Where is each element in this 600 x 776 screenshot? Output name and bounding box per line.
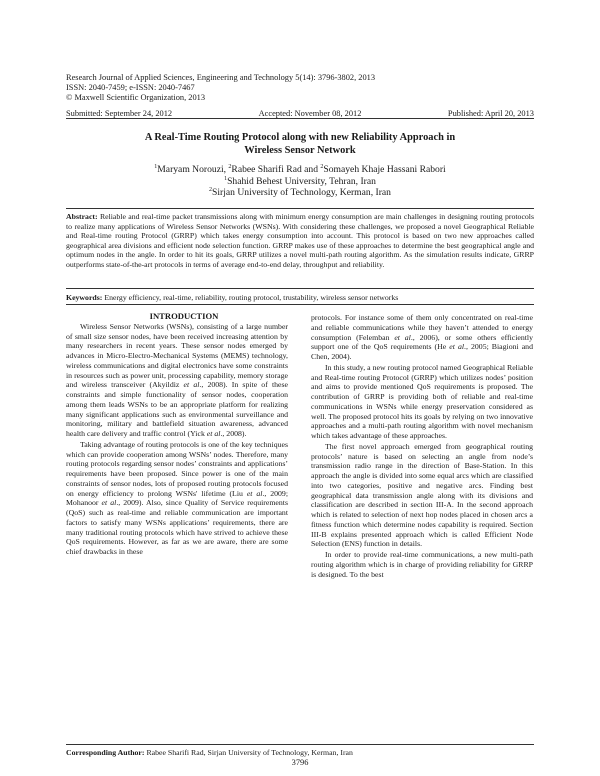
author1: Maryam Norouzi,: [157, 164, 229, 175]
corresponding-author-label: Corresponding Author:: [66, 748, 145, 757]
title-line-2: Wireless Sensor Network: [244, 145, 356, 156]
p1-text-b: ., 2008). In spite of these constraints and simple functionality of sensor nodes, cooperation among them leads WSNs to be an appropriate platform for realizing many significant applications such as environmental surveillance and monitoring, military and battlefield situation awareness, advanced health care delivery and traffic control (Yick: [66, 380, 288, 438]
journal-citation: Research Journal of Applied Sciences, Engineering and Technology 5(14): 3796-3802, 2013: [66, 73, 376, 82]
aff2-text: Sirjan University of Technology, Kerman, Iran: [212, 187, 391, 199]
p1-text-c: ., 2008).: [220, 429, 247, 438]
author1-sup: 1: [154, 163, 158, 170]
paper-title: [66, 131, 534, 157]
p3-text-b: ., 2006), or some others efficiently support one of the QoS requirements (He: [311, 332, 533, 352]
p3-etal2: et al: [449, 342, 465, 352]
author-list: [66, 164, 534, 176]
paragraph-6: In order to provide real-time communications, a new multi-path routing algorithm which is in charge of providing reliability for GRRP is designed. To the best: [311, 550, 533, 579]
aff1-sup: 1: [224, 175, 228, 182]
corresponding-author-text: Rabee Sharifi Rad, Sirjan University of Technology, Kerman, Iran: [144, 748, 353, 757]
p2-text-c: ., 2009). Also, since Quality of Service requirements (QoS) such as real-time and reliable communication are important factors to satisfy many WSNs applications’ requirements, there are many traditional routing protocols which have strived to achieve these QoS requirements. However, as far as we are aware, there are some chief drawbacks in these: [66, 498, 288, 556]
paragraph-3: [311, 313, 533, 362]
page-number: 3796: [291, 758, 309, 767]
p1-etal2: et al: [206, 429, 221, 438]
p2-etal: et al: [246, 488, 263, 498]
author2: Rabee Sharifi Rad and: [231, 164, 321, 175]
header-rule: [66, 118, 534, 119]
paragraph-1: [66, 322, 288, 439]
aff2-sup: 2: [209, 187, 213, 193]
keywords-bottom-rule: [66, 304, 534, 305]
corresponding-author: [66, 748, 534, 757]
abstract: [66, 212, 534, 270]
paragraph-2: [66, 440, 288, 557]
p3-etal: et al: [394, 332, 411, 342]
p2-text-a: Taking advantage of routing protocols is one of the key techniques which can provide cooperation among WSNs’ nodes. Therefore, many routing protocols regarding sensor nodes’ constraints and applications’ requirements have been proposed. Since power is one of the main constraints of sensor nodes, lots of proposed routing protocols focused on energy efficiency to prolong WSNs' lifetime (Liu: [66, 439, 288, 498]
keywords-label: Keywords:: [66, 293, 103, 302]
author2-sup: 2: [228, 163, 232, 170]
accepted-date: Accepted: November 08, 2012: [258, 109, 362, 118]
affiliation-1: [66, 176, 534, 188]
p2-etal2: et al: [101, 498, 117, 508]
dates-row: [66, 109, 534, 118]
p2-text-b: ., 2009; Mohanoor: [66, 488, 288, 508]
issn: ISSN: 2040-7459; e-ISSN: 2040-7467: [66, 83, 195, 92]
left-column: [66, 312, 288, 557]
p1-etal: et al: [183, 380, 200, 390]
copyright: © Maxwell Scientific Organization, 2013: [66, 93, 206, 102]
abstract-label: Abstract:: [66, 212, 98, 221]
submitted-date: Submitted: September 24, 2012: [66, 109, 173, 118]
right-column: [311, 313, 533, 579]
keywords: [66, 293, 534, 303]
published-date: Published: April 20, 2013: [447, 109, 534, 118]
abstract-bottom-rule: [66, 288, 534, 289]
abstract-text: Reliable and real-time packet transmissions along with minimum energy consumption are main challenges in designing routing protocols to realize many applications of Wireless Sensor Networks (WSNs). With considering these challenges, we proposed a novel Geographical Reliable and Real-time routing Protocol (GRRP) which takes energy consumption into account. This protocol is based on two new approaches called geographical area divisions and efficient node selection function. GRRP makes use of these approaches to determine the best geographical angle and optimum nodes in the angle. In order to hit its goals, GRRP utilizes a novel multi-path routing algorithm. As the simulation results indicate, GRRP outperforms state-of-the-art protocols in terms of average end-to-end delay, throughput and reliability.: [66, 212, 534, 269]
keywords-text: Energy efficiency, real-time, reliability, routing protocol, trustability, wireless sensor networks: [102, 293, 399, 302]
abstract-top-rule: [66, 208, 534, 209]
p3-text-c: ., 2005; Biagioni and Chen, 2004).: [311, 342, 533, 361]
affiliation-2: [66, 187, 534, 199]
authors-block: [66, 164, 534, 199]
author3: Somayeh Khaje Hassani Rabori: [323, 164, 446, 175]
section-heading-introduction: INTRODUCTION: [149, 311, 219, 321]
paragraph-4: In this study, a new routing protocol named Geographical Reliable and Real-time routing Protocol (GRRP) which utilizes nodes’ position and aims to provide mentioned QoS requirements is proposed. The contribution of GRRP is providing both of reliable and real-time communications in WSNs while energy preservation considered as well. The proposed protocol hits its goals by relying on two innovative approaches and a multi-path routing algorithm with novel mechanism which takes advantage of these approaches.: [311, 362, 533, 440]
p1-text-a: Wireless Sensor Networks (WSNs), consisting of a large number of small size sensor nodes, have been received increasing attention by many researchers in recent years. These sensor nodes emerged by advances in Micro-Electro-Mechanical Systems (MEMS) technology, wireless communications and digital electronics have some constraints in resources such as power unit, processing capability, memory storage and wireless transceiver (Akyildiz: [66, 321, 288, 390]
footer-rule: [66, 744, 534, 745]
title-line-1: A Real-Time Routing Protocol along with new Reliability Approach in: [144, 132, 456, 143]
paragraph-5: The first novel approach emerged from geographical routing protocols’ nature is based on selecting an angle from node’s transmission radio range in the direction of Base-Station. In this approach the angle is divided into some equal arcs which are classified into two categories, positive and negative arcs. Finding best geographical data transmission angle along with its divisions and classification are described in section III-A. In the second approach which is related to selection of next hop nodes placed in chosen arcs a fitness function which determine nodes capability is required. Section III-B explains presented approach which is called Efficient Node Selection (ENS) function in details.: [311, 441, 533, 549]
author3-sup: 2: [320, 163, 324, 170]
aff1-text: Shahid Behest University, Tehran, Iran: [227, 175, 376, 187]
p3-text-a: protocols. For instance some of them only concentrated on real-time and reliable communications while they haven’t attended to energy consumption (Felemban: [311, 313, 533, 342]
